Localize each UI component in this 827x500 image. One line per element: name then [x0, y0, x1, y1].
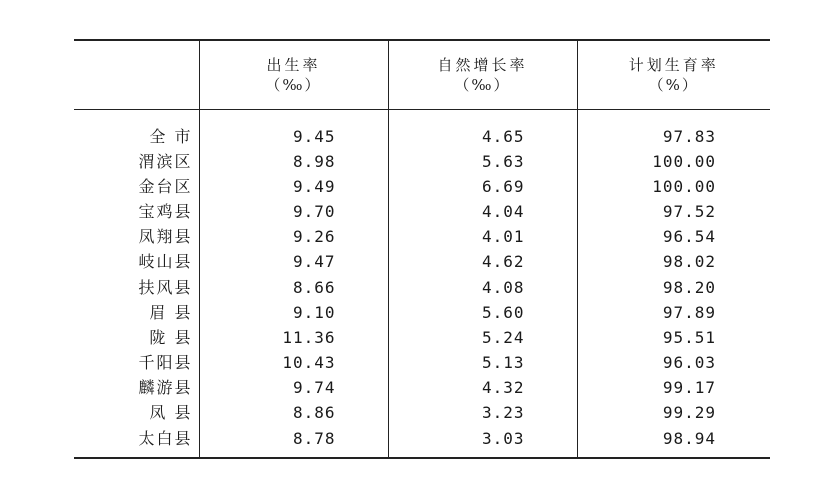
natural-growth-cell: 4.01	[388, 224, 577, 249]
natural-growth-cell: 5.24	[388, 325, 577, 350]
table-row	[74, 400, 770, 425]
planned-birth-cell: 98.94	[577, 426, 770, 458]
table-row	[74, 199, 770, 224]
planned-birth-cell: 97.83	[577, 109, 770, 149]
table-row	[74, 224, 770, 249]
header-birth-rate-unit: （‰）	[265, 75, 322, 94]
natural-growth-cell: 5.13	[388, 350, 577, 375]
natural-growth-cell: 4.65	[388, 109, 577, 149]
planned-birth-cell: 96.54	[577, 224, 770, 249]
birth-rate-cell: 10.43	[199, 350, 388, 375]
planned-birth-cell: 99.17	[577, 375, 770, 400]
planned-birth-cell: 98.02	[577, 249, 770, 274]
header-planned-birth-name: 计划生育率	[628, 55, 719, 74]
table-row	[74, 274, 770, 299]
birth-rate-cell: 9.26	[199, 224, 388, 249]
header-planned-birth-unit: （%）	[648, 75, 699, 94]
table-row	[74, 375, 770, 400]
header-natural-growth-unit: （‰）	[454, 75, 511, 94]
birth-rate-cell: 9.45	[199, 109, 388, 149]
birth-rate-cell: 8.78	[199, 426, 388, 458]
planned-birth-cell: 97.89	[577, 300, 770, 325]
natural-growth-cell: 5.60	[388, 300, 577, 325]
planned-birth-cell: 98.20	[577, 274, 770, 299]
birth-rate-cell: 9.74	[199, 375, 388, 400]
region-cell: 扶风县	[138, 277, 193, 297]
header-birth-rate	[199, 40, 388, 109]
header-natural-growth-name: 自然增长率	[437, 55, 528, 74]
region-cell: 渭滨区	[138, 151, 193, 171]
birth-rate-cell: 9.49	[199, 174, 388, 199]
natural-growth-cell: 4.04	[388, 199, 577, 224]
birth-rate-cell: 9.10	[199, 300, 388, 325]
natural-growth-cell: 3.23	[388, 400, 577, 425]
birth-rate-cell: 8.66	[199, 274, 388, 299]
planned-birth-cell: 97.52	[577, 199, 770, 224]
region-cell: 凤 县	[149, 403, 193, 423]
region-cell: 全 市	[149, 126, 193, 146]
natural-growth-cell: 4.62	[388, 249, 577, 274]
region-cell: 麟游县	[138, 378, 193, 398]
region-cell: 宝鸡县	[138, 201, 193, 221]
birth-rate-cell: 8.86	[199, 400, 388, 425]
header-planned-birth	[577, 40, 770, 109]
region-cell: 凤翔县	[138, 227, 193, 247]
statistics-table	[74, 39, 770, 459]
region-cell: 金台区	[138, 176, 193, 196]
table-row	[74, 426, 770, 458]
planned-birth-cell: 100.00	[577, 174, 770, 199]
planned-birth-cell: 96.03	[577, 350, 770, 375]
header-natural-growth	[388, 40, 577, 109]
region-cell: 千阳县	[138, 353, 193, 373]
header-region-cell	[74, 40, 199, 109]
birth-rate-cell: 8.98	[199, 149, 388, 174]
birth-rate-cell: 11.36	[199, 325, 388, 350]
planned-birth-cell: 100.00	[577, 149, 770, 174]
table-row	[74, 174, 770, 199]
birth-rate-cell: 9.70	[199, 199, 388, 224]
header-row	[74, 40, 770, 109]
natural-growth-cell: 4.08	[388, 274, 577, 299]
natural-growth-cell: 6.69	[388, 174, 577, 199]
header-birth-rate-name: 出生率	[266, 55, 321, 74]
table-body	[74, 109, 770, 458]
birth-rate-cell: 9.47	[199, 249, 388, 274]
natural-growth-cell: 5.63	[388, 149, 577, 174]
natural-growth-cell: 3.03	[388, 426, 577, 458]
region-cell: 岐山县	[138, 252, 193, 272]
natural-growth-cell: 4.32	[388, 375, 577, 400]
table-row	[74, 300, 770, 325]
table-row	[74, 109, 770, 149]
table-row	[74, 350, 770, 375]
region-cell: 眉 县	[149, 302, 193, 322]
planned-birth-cell: 99.29	[577, 400, 770, 425]
table-header	[74, 40, 770, 109]
planned-birth-cell: 95.51	[577, 325, 770, 350]
table-row	[74, 325, 770, 350]
region-cell: 太白县	[74, 426, 199, 458]
table-row	[74, 249, 770, 274]
table-row	[74, 149, 770, 174]
region-cell: 陇 县	[149, 327, 193, 347]
